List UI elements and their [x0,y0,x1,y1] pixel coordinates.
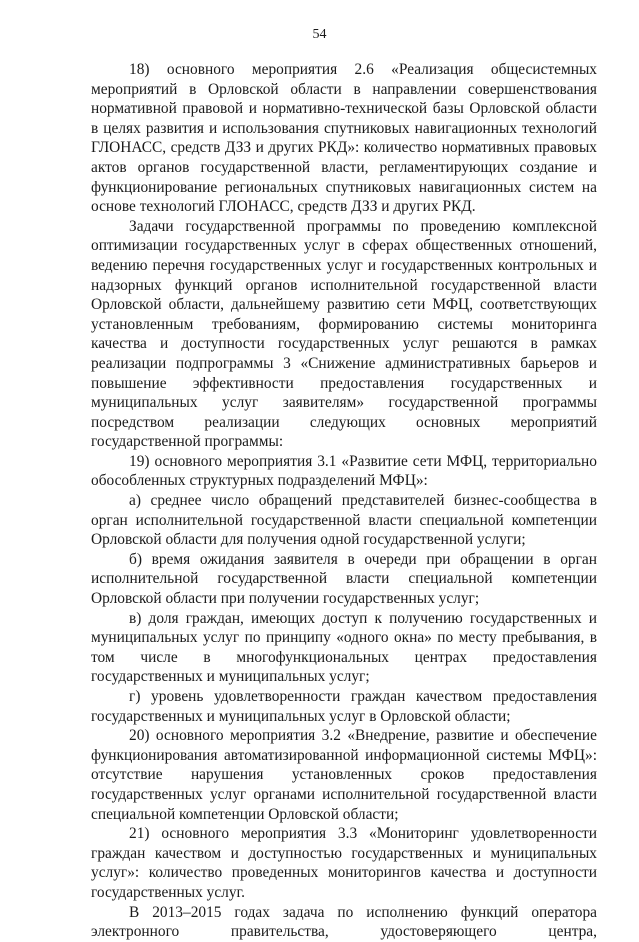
paragraph-item-b: б) время ожидания заявителя в очереди при обращении в орган исполнительной государственной власти специальной компетенции Орловской области при получении государственных услуг; [91,550,597,608]
paragraph-item-g: г) уровень удовлетворенности граждан качеством предоставления государственных и муниципальных услуг в Орловской области; [91,688,597,725]
paragraph-measure-3-3: 21) основного мероприятия 3.3 «Мониторинг удовлетворенности граждан качеством и доступностью государственных и муниципальных услуг»: количество проведенных мониторингов качества и доступности государственных услуг. [91,825,597,901]
paragraph-2013-2015: В 2013–2015 годах задача по исполнению функций оператора электронного правительства, удостоверяющего центра, [91,903,597,941]
document-body [91,60,597,942]
paragraph-measure-3-2: 20) основного мероприятия 3.2 «Внедрение, развитие и обеспечение функционирования автоматизированной информационной системы МФЦ»: отсутствие нарушения установленных сроков предоставления государственных услуг органами исполнительной государственной власти специальной компетенции Орловской области; [91,727,597,823]
paragraph-item-v: в) доля граждан, имеющих доступ к получению государственных и муниципальных услуг по принципу «одного окна» по месту пребывания, в том числе в многофункциональных центрах предоставления государственных и муниципальных услуг; [91,609,597,686]
page-number: 54 [312,27,327,42]
paragraph-item-a: а) среднее число обращений представителей бизнес-сообщества в орган исполнительной государственной власти специальной компетенции Орловской области для получения одной государственной услуги; [91,492,597,549]
paragraph-measure-2-6: 18) основного мероприятия 2.6 «Реализация общесистемных мероприятий в Орловской области в направлении совершенствования нормативной правовой и нормативно-технической базы Орловской области в целях развития и использования спутниковых навигационных технологий ГЛОНАСС, средств ДЗЗ и других РКД»: количество нормативных правовых актов органов государственной власти, регламентирующих создание и функционирование региональных спутниковых навигационных систем на основе технологий ГЛОНАСС, средств ДЗЗ и других РКД. [91,61,597,216]
paragraph-program-tasks: Задачи государственной программы по проведению комплексной оптимизации государственных услуг в сферах общественных отношений, ведению перечня государственных услуг и государственных контрольных и надзорных функций органов исполнительной государственной власти Орловской области, дальнейшему развитию сети МФЦ, соответствующих установленным требованиям, формированию системы мониторинга качества и доступности государственных услуг решаются в рамках реализации подпрограммы 3 «Снижение административных барьеров и повышение эффективности предоставления государственных и муниципальных услуг заявителям» государственной программы посредством реализации следующих основных мероприятий государственной программы: [91,217,597,451]
paragraph-measure-3-1: 19) основного мероприятия 3.1 «Развитие сети МФЦ, территориально обособленных структурных подразделений МФЦ»: [91,452,597,490]
